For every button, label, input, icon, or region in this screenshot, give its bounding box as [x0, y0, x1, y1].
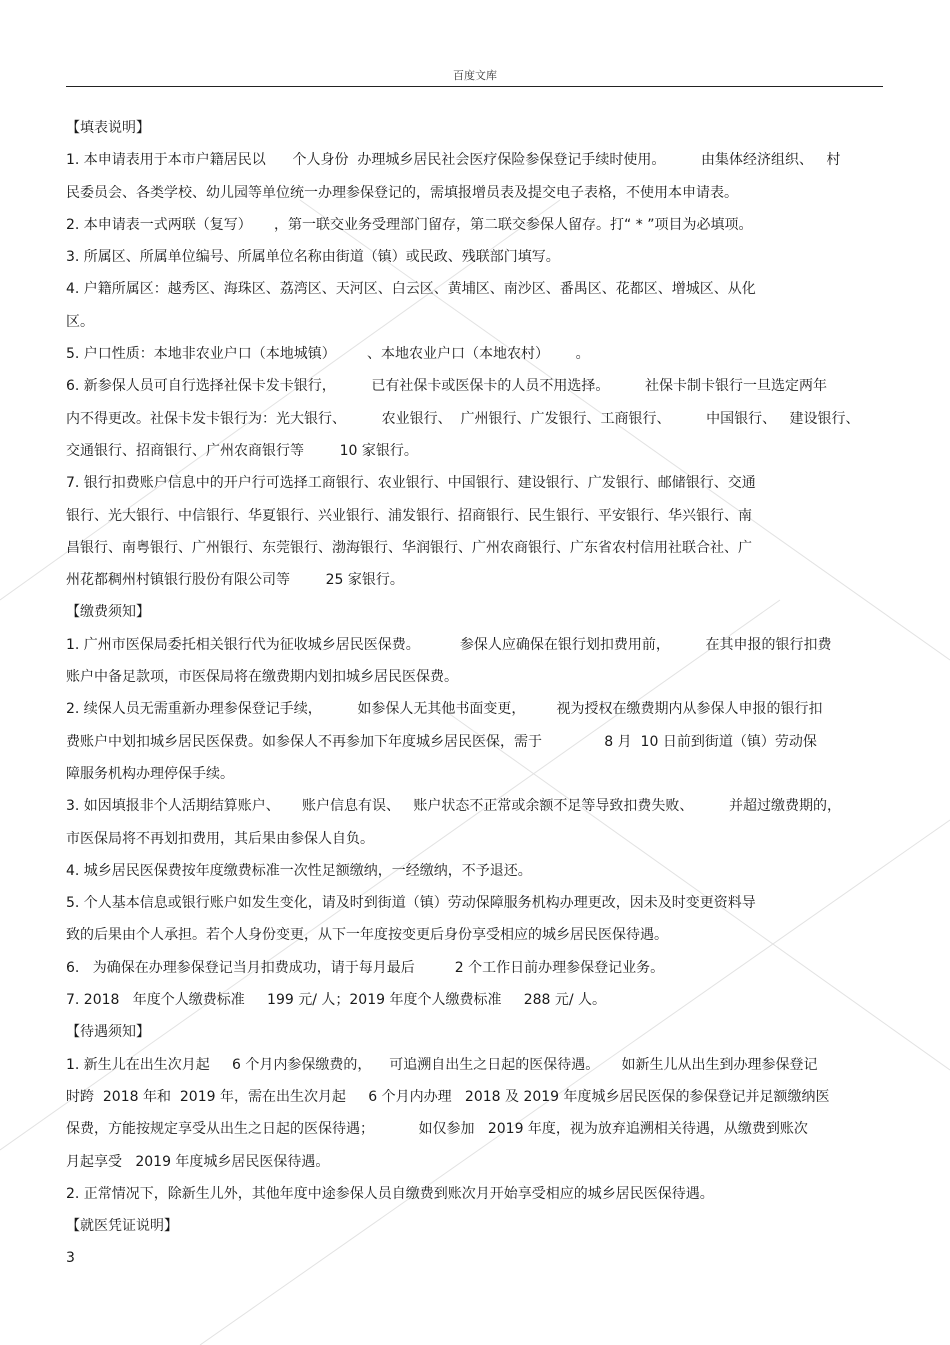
text-line: 【填表说明】	[66, 120, 150, 136]
text-line: 6. 新参保人员可自行选择社保卡发卡银行， 已有社保卡或医保卡的人员不用选择。 社保卡制卡银行一旦选定两年	[66, 378, 828, 395]
text-line: 7. 2018 年度个人缴费标准 199 元/ 人；2019 年度个人缴费标准 288 元/ 人。	[66, 992, 607, 1009]
text-line: 4. 城乡居民医保费按年度缴费标准一次性足额缴纳，一经缴纳，不予退还。	[66, 862, 532, 879]
header-title: 百度文库	[453, 69, 497, 82]
text-line: 3. 如因填报非个人活期结算账户、 账户信息有误、 账户状态不正常或余额不足等导致扣费失败、 并超过缴费期的，	[66, 798, 842, 815]
text-line: 内不得更改。社保卡发卡银行为：光大银行、 农业银行、 广州银行、广发银行、工商银行、 中国银行、 建设银行、	[66, 410, 860, 427]
text-line: 6. 为确保在办理参保登记当月扣费成功，请于每月最后 2 个工作日前办理参保登记业务。	[66, 959, 665, 976]
text-line: 账户中备足款项，市医保局将在缴费期内划扣城乡居民医保费。	[66, 669, 458, 686]
text-line: 交通银行、招商银行、广州农商银行等 10 家银行。	[66, 442, 418, 459]
text-line: 昌银行、南粤银行、广州银行、东莞银行、渤海银行、华润银行、广州农商银行、广东省农村信用社联合社、广	[66, 539, 752, 556]
page-number: 3	[66, 1250, 75, 1266]
text-line: 2. 正常情况下，除新生儿外，其他年度中途参保人员自缴费到账次月开始享受相应的城乡居民医保待遇。	[66, 1185, 714, 1202]
text-line: 保费，方能按规定享受从出生之日起的医保待遇； 如仅参加 2019 年度，视为放弃追溯相关待遇，从缴费到账次	[66, 1121, 808, 1138]
text-line: 5. 个人基本信息或银行账户如发生变化，请及时到街道（镇）劳动保障服务机构办理更改，因未及时变更资料导	[66, 895, 756, 912]
text-line: 障服务机构办理停保手续。	[66, 765, 234, 782]
text-line: 州花都稠州村镇银行股份有限公司等 25 家银行。	[66, 572, 404, 589]
text-line: 区。	[66, 313, 94, 330]
text-line: 民委员会、各类学校、幼儿园等单位统一办理参保登记的，需填报增员表及提交电子表格，不使用本申请表。	[66, 184, 738, 201]
text-line: 2. 本申请表一式两联（复写） ，第一联交业务受理部门留存，第二联交参保人留存。打“ * ”项目为必填项。	[66, 216, 753, 233]
header-divider	[66, 86, 883, 87]
text-line: 4. 户籍所属区：越秀区、海珠区、荔湾区、天河区、白云区、黄埔区、南沙区、番禺区、花都区、增城区、从化	[66, 281, 756, 298]
text-line: 时跨 2018 年和 2019 年，需在出生次月起 6 个月内办理 2018 及 2019 年度城乡居民医保的参保登记并足额缴纳医	[66, 1088, 830, 1105]
text-line: 月起享受 2019 年度城乡居民医保待遇。	[66, 1153, 330, 1170]
text-line: 5. 户口性质：本地非农业户口（本地城镇） 、本地农业户口（本地农村） 。	[66, 346, 590, 363]
text-line: 【就医凭证说明】	[66, 1218, 178, 1235]
text-line: 1. 本申请表用于本市户籍居民以 个人身份 办理城乡居民社会医疗保险参保登记手续时使用。 由集体经济组织、 村	[66, 152, 841, 169]
text-line: 致的后果由个人承担。若个人身份变更，从下一年度按变更后身份享受相应的城乡居民医保待遇。	[66, 927, 668, 944]
text-line: 费账户中划扣城乡居民医保费。如参保人不再参加下年度城乡居民医保，需于 8 月 10 日前到街道（镇）劳动保	[66, 733, 817, 750]
text-line: 1. 广州市医保局委托相关银行代为征收城乡居民医保费。 参保人应确保在银行划扣费用前， 在其申报的银行扣费	[66, 636, 832, 653]
text-line: 【待遇须知】	[66, 1024, 150, 1041]
document-body	[66, 112, 886, 1242]
text-line: 银行、光大银行、中信银行、华夏银行、兴业银行、浦发银行、招商银行、民生银行、平安银行、华兴银行、南	[66, 507, 752, 524]
text-line: 1. 新生儿在出生次月起 6 个月内参保缴费的， 可追溯自出生之日起的医保待遇。 如新生儿从出生到办理参保登记	[66, 1056, 818, 1073]
text-line: 市医保局将不再划扣费用，其后果由参保人自负。	[66, 830, 374, 847]
text-line: 7. 银行扣费账户信息中的开户行可选择工商银行、农业银行、中国银行、建设银行、广发银行、邮储银行、交通	[66, 475, 756, 492]
text-line: 3. 所属区、所属单位编号、所属单位名称由街道（镇）或民政、残联部门填写。	[66, 249, 560, 266]
text-line: 2. 续保人员无需重新办理参保登记手续， 如参保人无其他书面变更， 视为授权在缴费期内从参保人申报的银行扣	[66, 701, 823, 718]
text-line: 【缴费须知】	[66, 604, 150, 621]
